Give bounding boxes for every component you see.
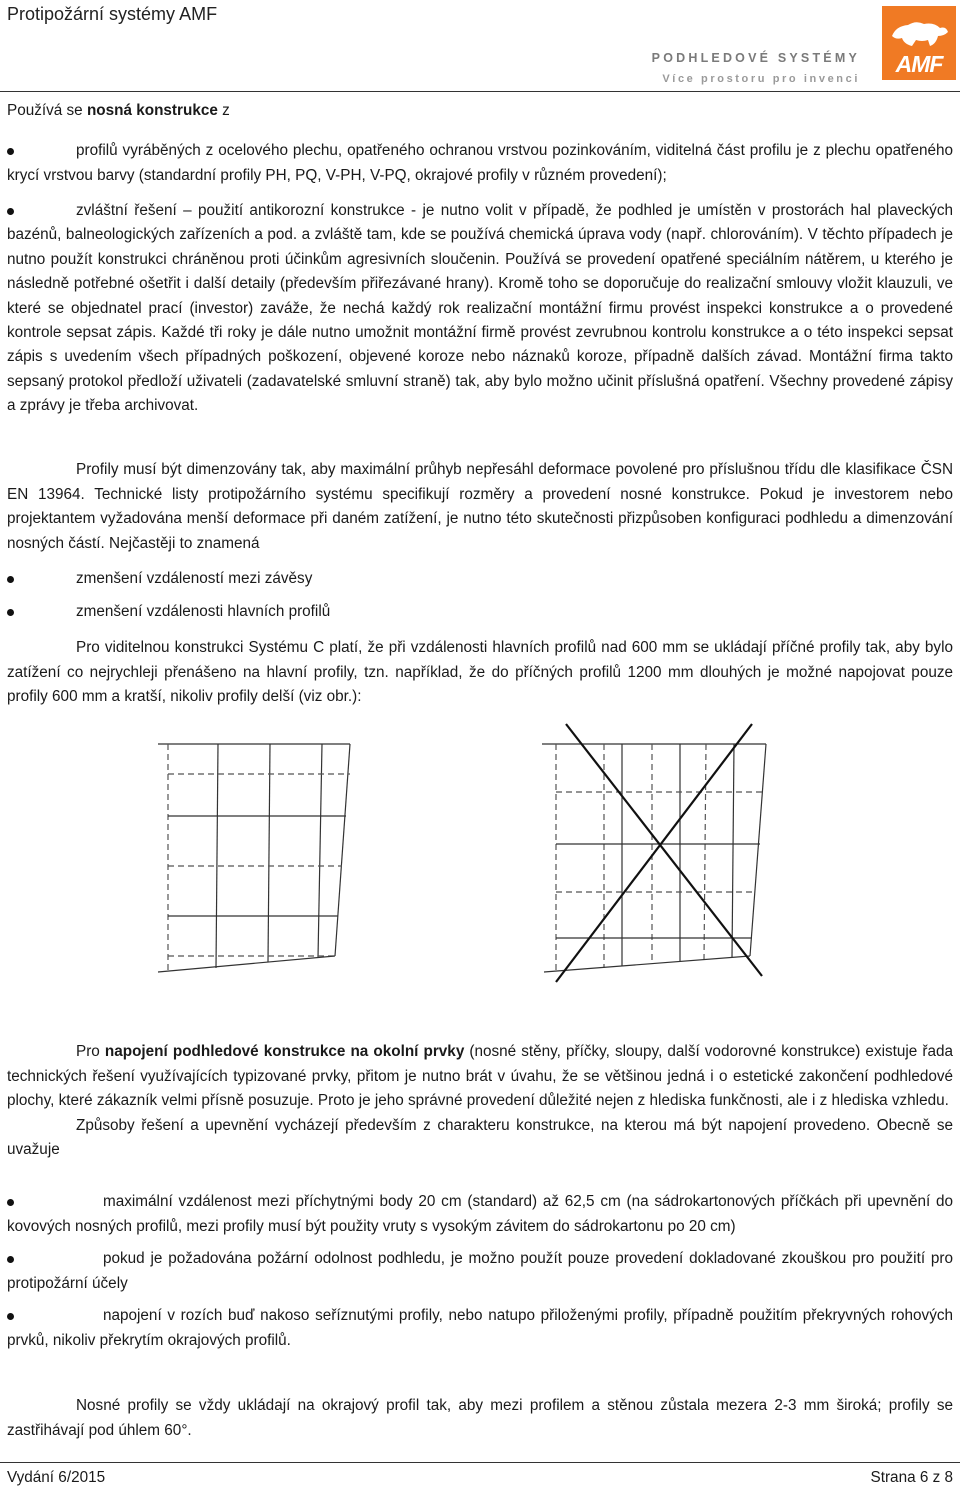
bullet-icon bbox=[7, 1199, 14, 1206]
page-header bbox=[0, 0, 960, 100]
system-c-paragraph-block bbox=[7, 636, 953, 710]
paragraph: Profily musí být dimenzovány tak, aby maximální průhyb nepřesáhl deformace povolené pro příslušnou třídu dle klasifikace ČSN EN 13964. Technické listy protipožárního systému specifikují rozměry a provedení nosné konstrukce. Pokud je investorem nebo projektantem vyžadována menší deformace při daném zatížení, je nutno této skutečnosti přizpůsoben konfiguraci podhledu a dimenzování nosných částí. Nejčastěji to znamená bbox=[7, 461, 953, 552]
list-item: zmenšení vzdálenosti hlavních profilů bbox=[7, 600, 953, 625]
correct-layout-diagram bbox=[158, 744, 350, 972]
list-item: zmenšení vzdáleností mezi závěsy bbox=[7, 567, 953, 592]
paragraph: Nosné profily se vždy ukládají na okrajový profil tak, aby mezi profilem a stěnou zůstala mezera 2-3 mm široká; profily se zastřihávají pod úhlem 60°. bbox=[7, 1397, 953, 1439]
cross-out-icon bbox=[556, 724, 762, 982]
list-item: pokud je požadována požární odolnost podhledu, je možno použít pouze provedení dokladované zkouškou pro použití pro protipožární účely bbox=[7, 1250, 953, 1292]
paragraph: Pro napojení podhledové konstrukce na okolní prvky (nosné stěny, příčky, sloupy, další vodorovné konstrukce) existuje řada technických řešení využívajících typizované prvky, přitom je nutno brát v úvahu, že se většinou jedná i o estetické zakončení podhledové plochy, které zákazník velmi přísně posuzuje. Proto je jeho správné provedení důležité nejen z hlediska funkčnosti, ale i z hlediska vzhledu. bbox=[7, 1043, 953, 1109]
section-connection bbox=[7, 1040, 953, 1163]
bullet-icon bbox=[7, 1256, 14, 1263]
intro-bold-term: nosná konstrukce bbox=[86, 102, 218, 119]
header-divider bbox=[0, 91, 960, 92]
list-item: profilů vyráběných z ocelového plechu, opatřeného ochranou vrstvou pozinkováním, viditelná část profilu je z plechu opatřeného krycí vrstvou barvy (standardní profily PH, PQ, V-PH, V-PQ, okrajové profily v různém provedení); bbox=[7, 142, 953, 184]
list-item: zvláštní řešení – použití antikorozní konstrukce - je nutno volit v případě, že podhled je umístěn v prostorách hal plaveckých bazénů, balneologických zařízeních a pod. a zvláště tam, kde se používá chemická úprava vody (např. chlorováním). V těchto případech je nutno použít konstrukci chráněnou proti účinkům agresivních sloučenin. Používá se provedení opatřené speciálním nátěrem, u kterého je následně potřebné ošetřit i další detaily (především přiřezávané hrany). Kromě toho se doporučuje do realizační smlouvy vložit klauzuli, ve které se objednatel prací (investor) zaváže, že nechá každý rok realizační montážní firmu provést inspekci konstrukce a o provedené kontrole sepsat zápis. Každé tři roky je dále nutno umožnit montážní firmě provést zevrubnou kontrolu konstrukce a o této inspekci sepsat zápis s uvedením všech případných poškození, objevené koroze nebo náznaků koroze, případně dalších závad. Montážní firma takto sepsaný protokol předloží uživateli (zadavatelské smluvní straně) tak, aby bylo možno učinit příslušná opatření. Všechny provedené zápisy a zprávy je třeba archivovat. bbox=[7, 202, 953, 415]
document-title: Protipožární systémy AMF bbox=[7, 4, 218, 24]
bullet-icon bbox=[7, 609, 14, 616]
brand-slogan: Více prostoru pro invenci bbox=[662, 73, 860, 85]
bullet-icon bbox=[7, 1313, 14, 1320]
logo-text: AMF bbox=[895, 51, 943, 77]
list-item: napojení v rozích buď nakoso seříznutými profily, nebo natupo přiloženými profily, případně použitím překryvných rohových prvků, nikoliv překrytím okrajových profilů. bbox=[7, 1307, 953, 1349]
edition-label: Vydání 6/2015 bbox=[7, 1469, 106, 1486]
final-paragraph-block bbox=[7, 1394, 953, 1443]
connection-bold-term: napojení podhledové konstrukce na okolní prvky bbox=[104, 1043, 465, 1060]
bullet-icon bbox=[7, 576, 14, 583]
footer-divider bbox=[0, 1462, 960, 1463]
paragraph: Způsoby řešení a upevnění vycházejí především z charakteru konstrukce, na kterou má být napojení provedeno. Obecně se uvažuje bbox=[7, 1116, 953, 1158]
list-item: maximální vzdálenost mezi příchytnými body 20 cm (standard) až 62,5 cm (na sádrokartonových příčkách při upevnění do kovových nosných profilů, mezi profily musí být použity vruty s vysokým závitem do sádrokartonu po 20 cm) bbox=[7, 1193, 953, 1235]
page-number: Strana 6 z 8 bbox=[870, 1469, 953, 1486]
intro-text: Používá se nosná konstrukce z bbox=[7, 102, 230, 119]
page-footer bbox=[7, 1468, 953, 1488]
section-supporting-structure bbox=[7, 99, 953, 124]
amf-logo bbox=[882, 6, 956, 80]
dimension-paragraph-block bbox=[7, 458, 953, 556]
bullet-icon bbox=[7, 208, 14, 215]
bullet-icon bbox=[7, 148, 14, 155]
bullet-list-1 bbox=[7, 139, 953, 419]
paragraph: Pro viditelnou konstrukci Systému C platí, že při vzdálenosti hlavních profilů nad 600 mm se ukládají příčné profily tak, aby bylo zatížení co nejrychleji přenášeno na hlavní profily, tzn. například, že do příčných profilů 1200 mm dlouhých je možné napojovat pouze profily 600 mm a kratší, nikoliv profily delší (viz obr.): bbox=[7, 639, 953, 705]
profile-diagram bbox=[0, 720, 960, 1020]
bullet-list-2 bbox=[7, 567, 953, 624]
profile-layout-figure bbox=[0, 720, 960, 1020]
bullet-list-3 bbox=[7, 1190, 953, 1353]
brand-name: PODHLEDOVÉ SYSTÉMY bbox=[651, 51, 860, 65]
